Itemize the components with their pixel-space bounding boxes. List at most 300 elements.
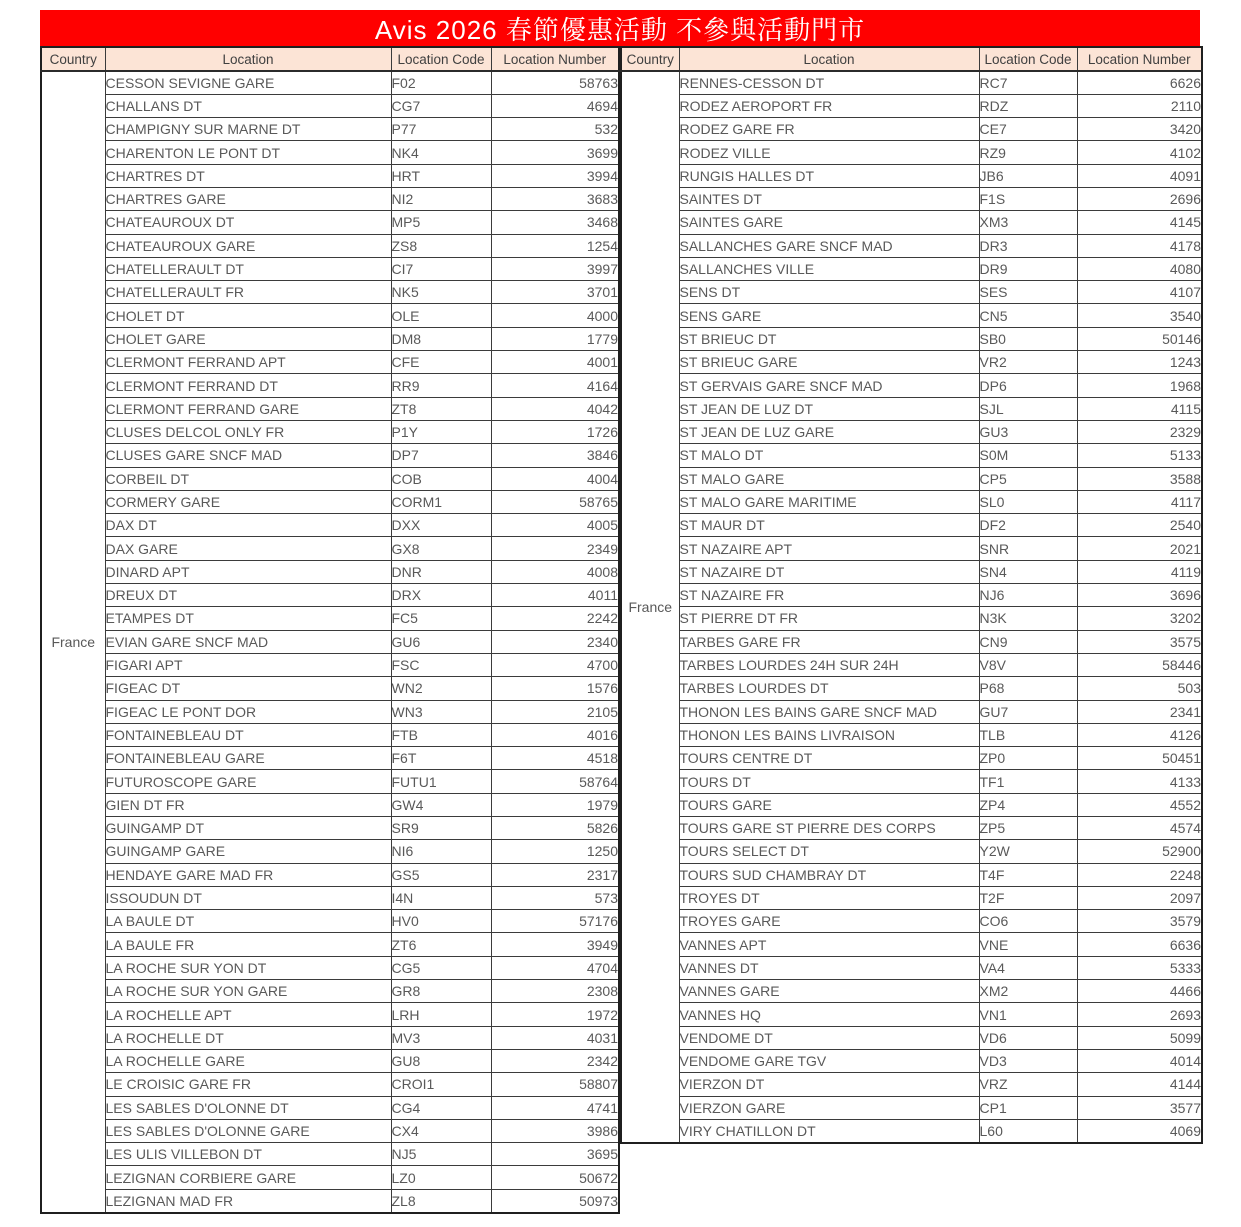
location-cell: CLERMONT FERRAND DT <box>105 374 391 397</box>
column-header-location-code: Location Code <box>391 47 491 71</box>
location-number-cell: 4144 <box>1077 1073 1202 1096</box>
location-code-cell: OLE <box>391 304 491 327</box>
location-number-cell: 3540 <box>1077 304 1202 327</box>
location-number-cell: 4126 <box>1077 723 1202 746</box>
location-code-cell: CP1 <box>979 1096 1077 1119</box>
location-number-cell: 5099 <box>1077 1026 1202 1049</box>
location-number-cell: 4000 <box>491 304 619 327</box>
location-cell: FUTUROSCOPE GARE <box>105 770 391 793</box>
location-cell: LA BAULE DT <box>105 910 391 933</box>
location-cell: CHAMPIGNY SUR MARNE DT <box>105 118 391 141</box>
location-code-cell: SJL <box>979 397 1077 420</box>
location-code-cell: VN1 <box>979 1003 1077 1026</box>
location-cell: FONTAINEBLEAU DT <box>105 723 391 746</box>
location-code-cell: CG7 <box>391 94 491 117</box>
location-code-cell: CI7 <box>391 257 491 280</box>
table-row <box>621 956 1202 979</box>
location-code-cell: DRX <box>391 584 491 607</box>
location-cell: FONTAINEBLEAU GARE <box>105 747 391 770</box>
location-code-cell: ZL8 <box>391 1189 491 1212</box>
location-number-cell: 3695 <box>491 1143 619 1166</box>
location-number-cell: 58764 <box>491 770 619 793</box>
location-cell: THONON LES BAINS LIVRAISON <box>679 723 979 746</box>
location-code-cell: CG5 <box>391 956 491 979</box>
location-number-cell: 2021 <box>1077 537 1202 560</box>
header-row <box>621 47 1202 71</box>
location-number-cell: 1576 <box>491 677 619 700</box>
location-cell: LA BAULE FR <box>105 933 391 956</box>
location-code-cell: DP7 <box>391 444 491 467</box>
locations-table-right <box>620 46 1203 1144</box>
location-number-cell: 1979 <box>491 793 619 816</box>
location-cell: THONON LES BAINS GARE SNCF MAD <box>679 700 979 723</box>
location-number-cell: 1250 <box>491 840 619 863</box>
country-cell: France <box>41 71 105 1213</box>
location-code-cell: FTB <box>391 723 491 746</box>
location-cell: ST NAZAIRE DT <box>679 560 979 583</box>
location-number-cell: 2342 <box>491 1049 619 1072</box>
location-number-cell: 573 <box>491 886 619 909</box>
location-cell: TROYES DT <box>679 886 979 909</box>
location-cell: VANNES HQ <box>679 1003 979 1026</box>
location-code-cell: NI2 <box>391 187 491 210</box>
location-code-cell: DM8 <box>391 327 491 350</box>
location-cell: TARBES LOURDES 24H SUR 24H <box>679 653 979 676</box>
location-code-cell: NI6 <box>391 840 491 863</box>
location-number-cell: 1726 <box>491 420 619 443</box>
table-row <box>621 118 1202 141</box>
table-row <box>621 164 1202 187</box>
location-number-cell: 4741 <box>491 1096 619 1119</box>
table-row <box>621 467 1202 490</box>
location-code-cell: GS5 <box>391 863 491 886</box>
location-number-cell: 50451 <box>1077 747 1202 770</box>
table-row <box>41 164 619 187</box>
location-code-cell: CE7 <box>979 118 1077 141</box>
location-number-cell: 4069 <box>1077 1119 1202 1142</box>
location-cell: SAINTES DT <box>679 187 979 210</box>
table-row <box>41 490 619 513</box>
location-number-cell: 4574 <box>1077 817 1202 840</box>
table-row <box>41 723 619 746</box>
table-row <box>41 1096 619 1119</box>
table-row <box>41 1026 619 1049</box>
location-code-cell: CN9 <box>979 630 1077 653</box>
location-cell: TROYES GARE <box>679 910 979 933</box>
location-cell: ST MALO DT <box>679 444 979 467</box>
location-cell: SALLANCHES VILLE <box>679 257 979 280</box>
location-cell: TOURS SELECT DT <box>679 840 979 863</box>
country-cell: France <box>621 71 679 1143</box>
location-cell: RODEZ VILLE <box>679 141 979 164</box>
location-number-cell: 1968 <box>1077 374 1202 397</box>
location-cell: SENS DT <box>679 281 979 304</box>
location-cell: CHARENTON LE PONT DT <box>105 141 391 164</box>
location-cell: LA ROCHE SUR YON DT <box>105 956 391 979</box>
table-row <box>41 677 619 700</box>
location-cell: ST NAZAIRE FR <box>679 584 979 607</box>
table-row <box>41 537 619 560</box>
column-header-location-code: Location Code <box>979 47 1077 71</box>
location-code-cell: ZP4 <box>979 793 1077 816</box>
location-cell: TOURS DT <box>679 770 979 793</box>
location-cell: FIGARI APT <box>105 653 391 676</box>
location-number-cell: 58765 <box>491 490 619 513</box>
table-row <box>621 490 1202 513</box>
location-cell: CHATELLERAULT FR <box>105 281 391 304</box>
location-number-cell: 3701 <box>491 281 619 304</box>
table-row <box>41 397 619 420</box>
table-row <box>621 397 1202 420</box>
location-number-cell: 58807 <box>491 1073 619 1096</box>
locations-table-left <box>40 46 620 1214</box>
column-header-location-number: Location Number <box>491 47 619 71</box>
location-code-cell: SL0 <box>979 490 1077 513</box>
table-row <box>621 1049 1202 1072</box>
location-code-cell: GU6 <box>391 630 491 653</box>
location-cell: LA ROCHE SUR YON GARE <box>105 980 391 1003</box>
location-code-cell: VRZ <box>979 1073 1077 1096</box>
location-code-cell: TLB <box>979 723 1077 746</box>
location-number-cell: 5333 <box>1077 956 1202 979</box>
table-row <box>41 956 619 979</box>
table-row <box>621 886 1202 909</box>
table-row <box>41 793 619 816</box>
table-row <box>41 71 619 94</box>
location-number-cell: 4518 <box>491 747 619 770</box>
location-number-cell: 3949 <box>491 933 619 956</box>
location-code-cell: MP5 <box>391 211 491 234</box>
location-code-cell: ZP5 <box>979 817 1077 840</box>
location-code-cell: RDZ <box>979 94 1077 117</box>
location-number-cell: 4014 <box>1077 1049 1202 1072</box>
location-number-cell: 1254 <box>491 234 619 257</box>
location-number-cell: 4001 <box>491 351 619 374</box>
location-cell: VIRY CHATILLON DT <box>679 1119 979 1142</box>
location-number-cell: 3699 <box>491 141 619 164</box>
location-code-cell: CG4 <box>391 1096 491 1119</box>
location-code-cell: DXX <box>391 514 491 537</box>
location-number-cell: 3696 <box>1077 584 1202 607</box>
location-code-cell: CROI1 <box>391 1073 491 1096</box>
table-row <box>621 1026 1202 1049</box>
table-row <box>621 234 1202 257</box>
location-code-cell: DF2 <box>979 514 1077 537</box>
location-cell: CHOLET GARE <box>105 327 391 350</box>
location-code-cell: V8V <box>979 653 1077 676</box>
table-row <box>41 1073 619 1096</box>
location-cell: ISSOUDUN DT <box>105 886 391 909</box>
location-code-cell: T4F <box>979 863 1077 886</box>
location-cell: FIGEAC DT <box>105 677 391 700</box>
location-code-cell: SES <box>979 281 1077 304</box>
location-code-cell: GW4 <box>391 793 491 816</box>
location-code-cell: TF1 <box>979 770 1077 793</box>
location-cell: LES SABLES D'OLONNE GARE <box>105 1119 391 1142</box>
location-cell: CHALLANS DT <box>105 94 391 117</box>
location-code-cell: VA4 <box>979 956 1077 979</box>
table-row <box>621 141 1202 164</box>
location-code-cell: CFE <box>391 351 491 374</box>
location-code-cell: NK5 <box>391 281 491 304</box>
table-row <box>41 1119 619 1142</box>
table-row <box>621 863 1202 886</box>
table-row <box>41 187 619 210</box>
location-cell: LEZIGNAN MAD FR <box>105 1189 391 1212</box>
location-code-cell: GU7 <box>979 700 1077 723</box>
location-cell: CLERMONT FERRAND GARE <box>105 397 391 420</box>
table-row <box>41 910 619 933</box>
table-row <box>41 980 619 1003</box>
location-code-cell: LZ0 <box>391 1166 491 1189</box>
location-number-cell: 4107 <box>1077 281 1202 304</box>
table-row <box>41 560 619 583</box>
location-number-cell: 4102 <box>1077 141 1202 164</box>
table-row <box>41 444 619 467</box>
location-number-cell: 3468 <box>491 211 619 234</box>
location-code-cell: VR2 <box>979 351 1077 374</box>
location-cell: LA ROCHELLE DT <box>105 1026 391 1049</box>
location-code-cell: T2F <box>979 886 1077 909</box>
table-row <box>41 374 619 397</box>
table-row <box>621 677 1202 700</box>
location-cell: CHARTRES DT <box>105 164 391 187</box>
location-cell: ST MAUR DT <box>679 514 979 537</box>
location-cell: RENNES-CESSON DT <box>679 71 979 94</box>
location-code-cell: FC5 <box>391 607 491 630</box>
location-number-cell: 2341 <box>1077 700 1202 723</box>
table-row <box>41 840 619 863</box>
column-header-location: Location <box>679 47 979 71</box>
location-code-cell: VD6 <box>979 1026 1077 1049</box>
location-cell: ST JEAN DE LUZ GARE <box>679 420 979 443</box>
location-number-cell: 3577 <box>1077 1096 1202 1119</box>
location-number-cell: 58763 <box>491 71 619 94</box>
table-row <box>621 94 1202 117</box>
location-number-cell: 6636 <box>1077 933 1202 956</box>
location-cell: CORBEIL DT <box>105 467 391 490</box>
location-code-cell: CO6 <box>979 910 1077 933</box>
table-row <box>41 630 619 653</box>
location-number-cell: 4466 <box>1077 980 1202 1003</box>
location-number-cell: 50146 <box>1077 327 1202 350</box>
location-number-cell: 4091 <box>1077 164 1202 187</box>
location-number-cell: 57176 <box>491 910 619 933</box>
location-number-cell: 4016 <box>491 723 619 746</box>
table-row <box>621 653 1202 676</box>
location-code-cell: ZT6 <box>391 933 491 956</box>
location-code-cell: LRH <box>391 1003 491 1026</box>
location-cell: ST JEAN DE LUZ DT <box>679 397 979 420</box>
table-row <box>621 560 1202 583</box>
location-code-cell: DR9 <box>979 257 1077 280</box>
table-row <box>41 351 619 374</box>
header-row <box>41 47 619 71</box>
location-number-cell: 2317 <box>491 863 619 886</box>
location-code-cell: MV3 <box>391 1026 491 1049</box>
location-number-cell: 3579 <box>1077 910 1202 933</box>
location-cell: LE CROISIC GARE FR <box>105 1073 391 1096</box>
title-banner <box>40 10 1200 46</box>
location-code-cell: FSC <box>391 653 491 676</box>
location-code-cell: ZS8 <box>391 234 491 257</box>
location-number-cell: 4133 <box>1077 770 1202 793</box>
tables-container <box>40 46 1203 1214</box>
location-cell: VANNES GARE <box>679 980 979 1003</box>
location-code-cell: WN2 <box>391 677 491 700</box>
table-row <box>621 374 1202 397</box>
location-code-cell: I4N <box>391 886 491 909</box>
location-number-cell: 2248 <box>1077 863 1202 886</box>
location-code-cell: NK4 <box>391 141 491 164</box>
table-row <box>621 817 1202 840</box>
table-row <box>41 886 619 909</box>
location-number-cell: 4552 <box>1077 793 1202 816</box>
table-row <box>621 700 1202 723</box>
location-number-cell: 2349 <box>491 537 619 560</box>
location-number-cell: 3846 <box>491 444 619 467</box>
location-number-cell: 4080 <box>1077 257 1202 280</box>
location-number-cell: 6626 <box>1077 71 1202 94</box>
location-cell: GUINGAMP DT <box>105 817 391 840</box>
location-cell: ST PIERRE DT FR <box>679 607 979 630</box>
location-number-cell: 2110 <box>1077 94 1202 117</box>
table-row <box>621 211 1202 234</box>
location-cell: LES ULIS VILLEBON DT <box>105 1143 391 1166</box>
table-row <box>621 1073 1202 1096</box>
table-row <box>41 770 619 793</box>
location-code-cell: CP5 <box>979 467 1077 490</box>
location-cell: CLUSES GARE SNCF MAD <box>105 444 391 467</box>
table-row <box>621 1096 1202 1119</box>
location-code-cell: FUTU1 <box>391 770 491 793</box>
location-cell: CLUSES DELCOL ONLY FR <box>105 420 391 443</box>
column-header-location-number: Location Number <box>1077 47 1202 71</box>
table-row <box>621 420 1202 443</box>
location-code-cell: COB <box>391 467 491 490</box>
location-cell: CESSON SEVIGNE GARE <box>105 71 391 94</box>
location-cell: CLERMONT FERRAND APT <box>105 351 391 374</box>
location-code-cell: CN5 <box>979 304 1077 327</box>
location-number-cell: 5133 <box>1077 444 1202 467</box>
location-cell: RODEZ AEROPORT FR <box>679 94 979 117</box>
location-code-cell: P1Y <box>391 420 491 443</box>
location-code-cell: F1S <box>979 187 1077 210</box>
table-row <box>621 351 1202 374</box>
table-row <box>41 653 619 676</box>
table-row <box>41 467 619 490</box>
location-number-cell: 532 <box>491 118 619 141</box>
location-number-cell: 52900 <box>1077 840 1202 863</box>
table-row <box>41 1189 619 1212</box>
table-row <box>41 327 619 350</box>
location-cell: LA ROCHELLE APT <box>105 1003 391 1026</box>
location-cell: ST BRIEUC GARE <box>679 351 979 374</box>
location-code-cell: VNE <box>979 933 1077 956</box>
location-cell: LA ROCHELLE GARE <box>105 1049 391 1072</box>
location-number-cell: 4042 <box>491 397 619 420</box>
location-code-cell: SR9 <box>391 817 491 840</box>
location-number-cell: 3683 <box>491 187 619 210</box>
location-number-cell: 4694 <box>491 94 619 117</box>
table-row <box>621 747 1202 770</box>
location-cell: GIEN DT FR <box>105 793 391 816</box>
location-number-cell: 2329 <box>1077 420 1202 443</box>
table-row <box>41 1143 619 1166</box>
location-cell: LES SABLES D'OLONNE DT <box>105 1096 391 1119</box>
table-row <box>41 281 619 304</box>
table-row <box>621 1119 1202 1142</box>
location-code-cell: CORM1 <box>391 490 491 513</box>
location-code-cell: ZT8 <box>391 397 491 420</box>
location-code-cell: RR9 <box>391 374 491 397</box>
location-number-cell: 4145 <box>1077 211 1202 234</box>
location-cell: FIGEAC LE PONT DOR <box>105 700 391 723</box>
location-number-cell: 5826 <box>491 817 619 840</box>
table-row <box>621 723 1202 746</box>
location-cell: RODEZ GARE FR <box>679 118 979 141</box>
location-code-cell: SB0 <box>979 327 1077 350</box>
location-cell: GUINGAMP GARE <box>105 840 391 863</box>
location-number-cell: 4164 <box>491 374 619 397</box>
table-row <box>621 304 1202 327</box>
location-code-cell: F02 <box>391 71 491 94</box>
location-code-cell: XM2 <box>979 980 1077 1003</box>
location-number-cell: 3997 <box>491 257 619 280</box>
location-number-cell: 50672 <box>491 1166 619 1189</box>
location-cell: VANNES APT <box>679 933 979 956</box>
location-number-cell: 2308 <box>491 980 619 1003</box>
location-code-cell: XM3 <box>979 211 1077 234</box>
table-row <box>41 584 619 607</box>
location-cell: TOURS GARE ST PIERRE DES CORPS <box>679 817 979 840</box>
location-code-cell: RC7 <box>979 71 1077 94</box>
location-number-cell: 2540 <box>1077 514 1202 537</box>
location-code-cell: DNR <box>391 560 491 583</box>
location-cell: TARBES LOURDES DT <box>679 677 979 700</box>
location-number-cell: 4119 <box>1077 560 1202 583</box>
location-number-cell: 3986 <box>491 1119 619 1142</box>
location-code-cell: VD3 <box>979 1049 1077 1072</box>
table-row <box>621 281 1202 304</box>
location-cell: CHATEAUROUX GARE <box>105 234 391 257</box>
location-code-cell: ZP0 <box>979 747 1077 770</box>
location-cell: DAX GARE <box>105 537 391 560</box>
table-row <box>41 420 619 443</box>
table-row <box>41 211 619 234</box>
location-cell: DAX DT <box>105 514 391 537</box>
location-number-cell: 4117 <box>1077 490 1202 513</box>
location-cell: CHATELLERAULT DT <box>105 257 391 280</box>
table-row <box>41 234 619 257</box>
table-row <box>621 71 1202 94</box>
table-row <box>41 304 619 327</box>
location-number-cell: 4031 <box>491 1026 619 1049</box>
location-cell: DREUX DT <box>105 584 391 607</box>
location-cell: ST BRIEUC DT <box>679 327 979 350</box>
location-cell: LEZIGNAN CORBIERE GARE <box>105 1166 391 1189</box>
location-cell: ST GERVAIS GARE SNCF MAD <box>679 374 979 397</box>
location-code-cell: P68 <box>979 677 1077 700</box>
location-cell: TOURS GARE <box>679 793 979 816</box>
location-code-cell: S0M <box>979 444 1077 467</box>
location-number-cell: 2340 <box>491 630 619 653</box>
column-header-location: Location <box>105 47 391 71</box>
location-code-cell: N3K <box>979 607 1077 630</box>
table-row <box>621 327 1202 350</box>
location-number-cell: 3202 <box>1077 607 1202 630</box>
table-row <box>621 840 1202 863</box>
